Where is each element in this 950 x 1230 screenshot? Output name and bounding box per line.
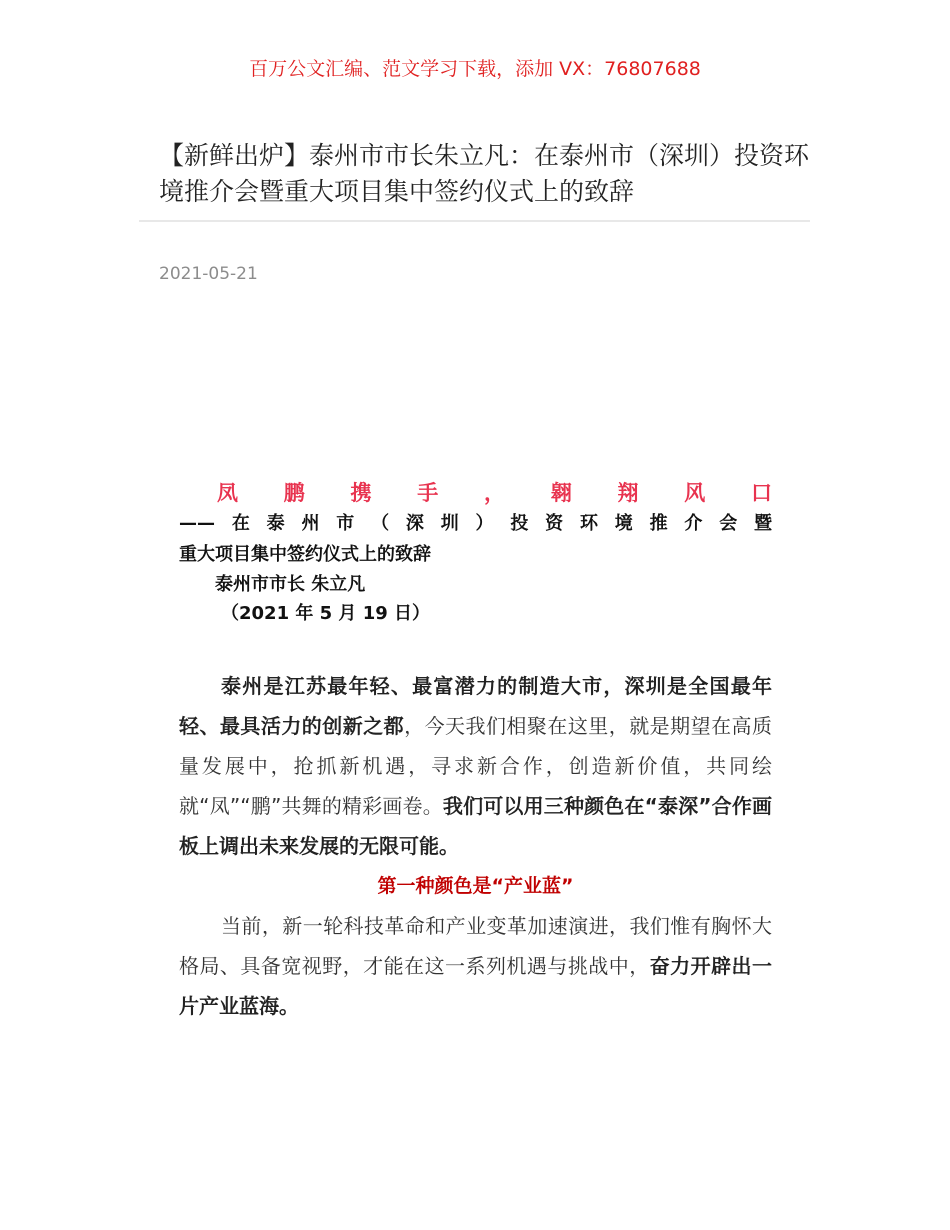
speech-subtitle-line2: 重大项目集中签约仪式上的致辞	[179, 544, 431, 565]
title-divider	[139, 220, 810, 222]
subtitle-char: 深	[405, 513, 424, 534]
speech-heading-char: ，	[484, 481, 505, 505]
speech-heading-char: 凤	[217, 481, 238, 505]
download-banner: 百万公文汇编、范文学习下载，添加 VX：76807688	[249, 58, 701, 80]
subtitle-char: 资	[545, 513, 564, 534]
speech-heading	[179, 478, 772, 509]
speech-date: （2021 年 5 月 19 日）	[221, 603, 431, 624]
paragraph-industry-blue	[179, 906, 772, 1026]
article-body	[179, 478, 772, 1026]
paragraph-industry-blue-bold: 奋力开辟出一片产业蓝海。	[179, 954, 773, 1018]
speech-heading-char: 翔	[617, 481, 639, 505]
publish-date: 2021-05-21	[159, 264, 258, 284]
subtitle-char: 泰	[266, 513, 285, 534]
subtitle-char: ——	[179, 513, 215, 534]
section-heading-industry-blue: 第一种颜色是“产业蓝”	[377, 875, 574, 897]
subtitle-char: ）	[475, 513, 494, 534]
speech-heading-char: 翱	[550, 481, 572, 505]
subtitle-char: 境	[614, 513, 633, 534]
paragraph-intro-bold-tail: 我们可以用三种颜色在“泰深”合作画板上调出未来发展的无限可能。	[179, 794, 772, 858]
subtitle-char: 圳	[440, 513, 459, 534]
speech-heading-char: 口	[751, 481, 772, 505]
speech-subtitle-line1	[179, 509, 772, 540]
speech-heading-char: 风	[684, 481, 706, 505]
subtitle-char: 投	[510, 513, 529, 534]
subtitle-char: 在	[231, 513, 250, 534]
subtitle-char: 市	[336, 513, 355, 534]
subtitle-char: 推	[649, 513, 668, 534]
paragraph-intro	[179, 666, 772, 866]
subtitle-char: 暨	[754, 513, 772, 534]
article-title: 【新鲜出炉】泰州市市长朱立凡：在泰州市（深圳）投资环境推介会暨重大项目集中签约仪式上的致辞	[159, 141, 810, 206]
subtitle-char: 介	[684, 513, 703, 534]
paragraph-intro-bold-lead: 泰州是江苏最年轻、最富潜力的制造大市，深圳是全国最年轻、最具活力的创新之都	[179, 674, 772, 738]
subtitle-char: 环	[579, 513, 598, 534]
speech-heading-char: 手	[417, 481, 439, 505]
subtitle-char: （	[371, 513, 390, 534]
paragraph-industry-blue-text: 当前，新一轮科技革命和产业变革加速演进，我们惟有胸怀大格局、具备宽视野，才能在这一系列机遇与挑战中，	[179, 914, 772, 978]
speech-heading-char: 鹏	[283, 481, 305, 505]
speech-heading-char: 携	[350, 481, 372, 505]
subtitle-char: 会	[719, 513, 738, 534]
subtitle-char: 州	[301, 513, 320, 534]
paragraph-intro-text: ，今天我们相聚在这里，就是期望在高质量发展中，抢抓新机遇，寻求新合作，创造新价值，共同绘就“凤”“鹏”共舞的精彩画卷。	[179, 714, 773, 818]
speech-author: 泰州市市长 朱立凡	[215, 574, 366, 595]
